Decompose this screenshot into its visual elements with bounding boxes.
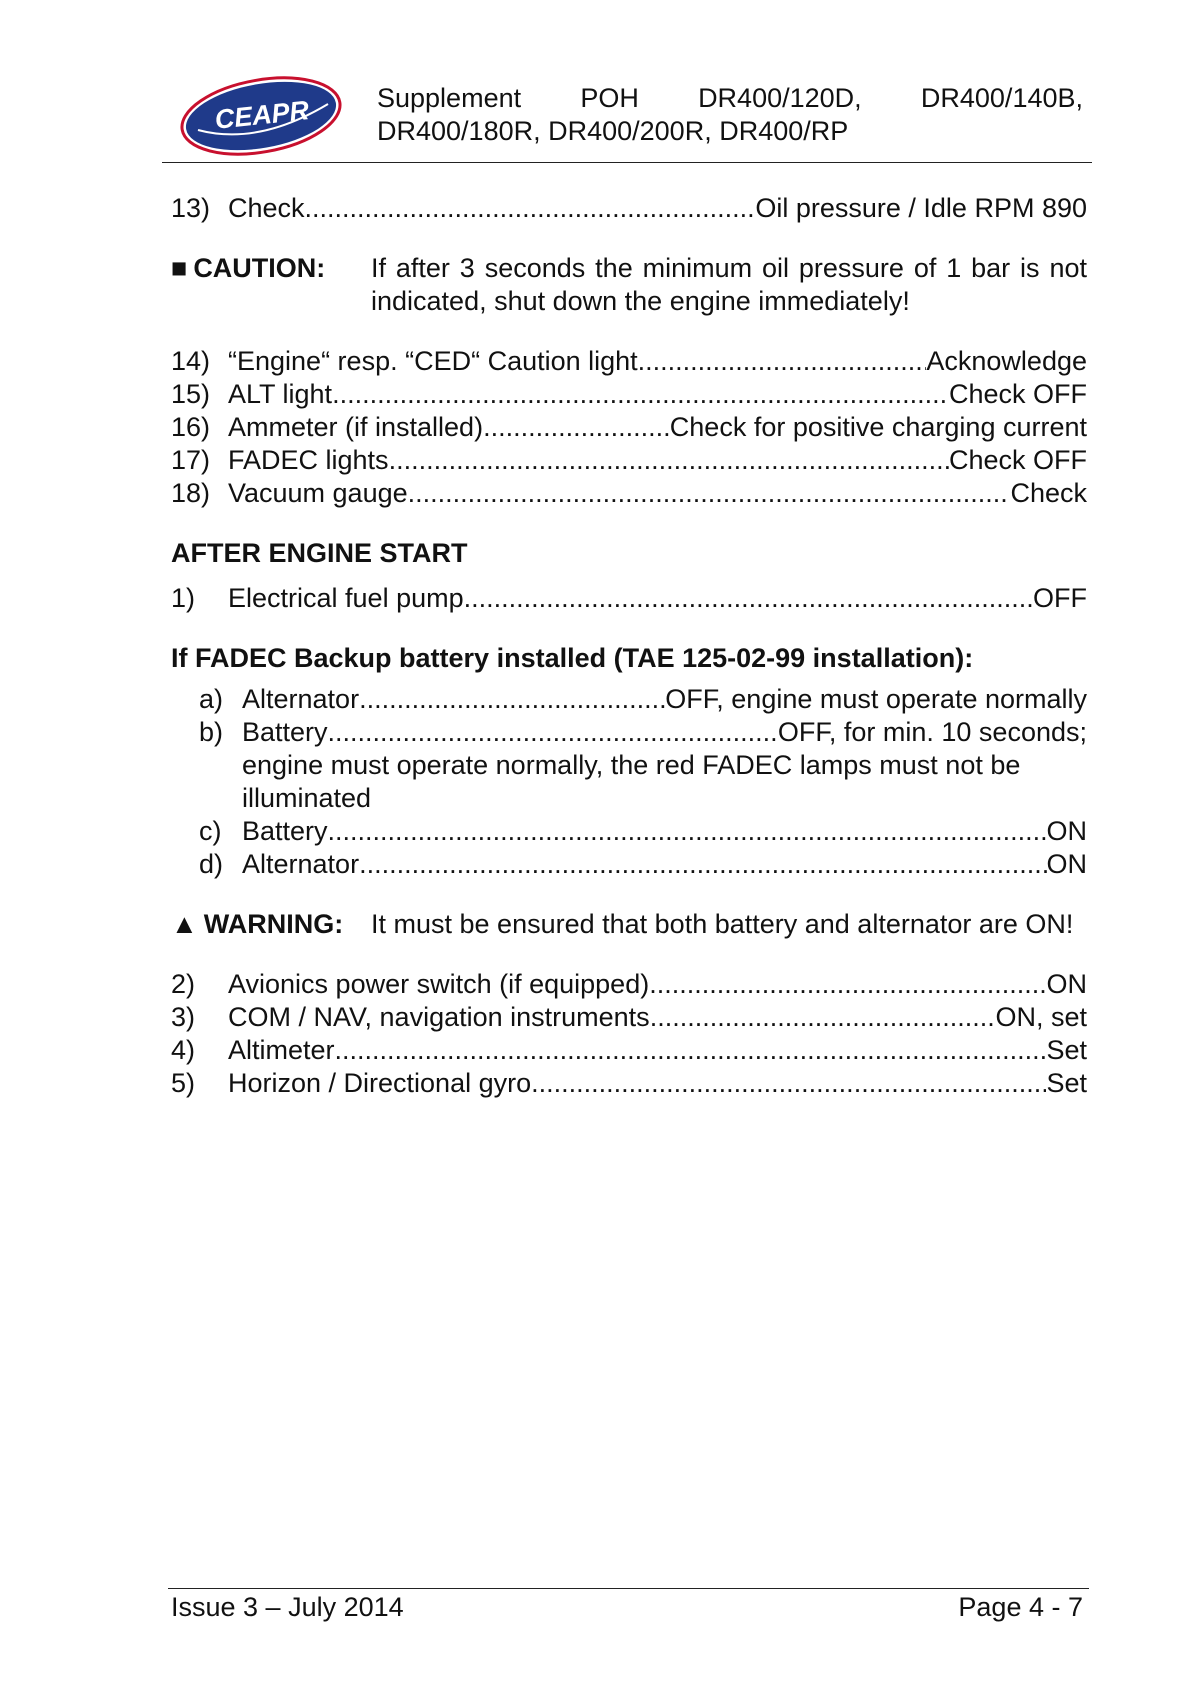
- item-label: Alternator: [242, 849, 360, 879]
- leader-dots: [305, 192, 756, 225]
- item-value: OFF, engine must operate normally: [665, 684, 1087, 714]
- header-word: DR400/120D,: [698, 83, 862, 113]
- header-divider: [162, 162, 1092, 163]
- item-number: 14): [171, 346, 211, 376]
- item-number: 1): [171, 583, 196, 613]
- warning-note: [171, 908, 1087, 941]
- leader-dots: [359, 848, 1046, 881]
- item-number: 17): [171, 445, 211, 475]
- item-number: 5): [171, 1068, 196, 1098]
- page-content: [171, 192, 1087, 1100]
- warning-label: [171, 908, 371, 941]
- caution-label-text: CAUTION:: [193, 253, 326, 283]
- logo-text: CEAPR: [213, 95, 311, 135]
- item-label: COM / NAV, navigation instruments: [228, 1002, 650, 1032]
- item-value: ON: [1046, 849, 1087, 879]
- item-label: FADEC lights: [228, 445, 389, 475]
- item-number: 16): [171, 412, 211, 442]
- footer-divider: [168, 1588, 1089, 1589]
- section-heading-after-engine-start: AFTER ENGINE START: [171, 538, 468, 568]
- item-label: Horizon / Directional gyro: [228, 1068, 532, 1098]
- checklist-item: [171, 192, 1087, 225]
- checklist-item: [171, 1034, 1087, 1067]
- page-footer: [171, 1591, 1083, 1624]
- header-word: DR400/140B,: [920, 83, 1083, 113]
- caution-note: [171, 252, 1087, 318]
- leader-dots: [332, 378, 949, 411]
- item-value: Acknowledge: [926, 346, 1087, 376]
- checklist-item: [171, 378, 1087, 411]
- item-number: 2): [171, 969, 196, 999]
- leader-dots: [408, 477, 1011, 510]
- checklist-item: [171, 411, 1087, 444]
- item-value: Check OFF: [948, 445, 1087, 475]
- item-letter: d): [199, 849, 224, 879]
- caution-text: If after 3 seconds the minimum oil pressure of 1 bar is not indicated, shut down the engine immediately!: [371, 253, 1087, 316]
- checklist-subitem: [199, 815, 1087, 848]
- item-number: 4): [171, 1035, 196, 1065]
- leader-dots: [531, 1067, 1046, 1100]
- header-title-line2: DR400/180R, DR400/200R, DR400/RP: [377, 116, 849, 146]
- checklist-item: [171, 444, 1087, 477]
- page-number: Page 4 - 7: [958, 1592, 1083, 1622]
- item-value: ON: [1046, 969, 1087, 999]
- warning-triangle-icon: ▲: [171, 909, 198, 939]
- item-number: 13): [171, 193, 211, 223]
- checklist-subitem: [199, 848, 1087, 881]
- item-value: Set: [1046, 1068, 1087, 1098]
- ceapr-logo: [178, 76, 344, 156]
- checklist-subitem: [199, 683, 1087, 716]
- caution-label: [171, 252, 371, 285]
- item-label: Avionics power switch (if equipped): [228, 969, 650, 999]
- item-label: Vacuum gauge: [228, 478, 408, 508]
- item-label: Battery: [242, 816, 328, 846]
- item-value: ON, set: [995, 1002, 1087, 1032]
- header-title-line1: [377, 82, 1083, 115]
- leader-dots: [328, 716, 778, 749]
- leader-dots: [335, 1034, 1047, 1067]
- section-heading-fadec-backup: If FADEC Backup battery installed (TAE 125-02-99 installation):: [171, 643, 974, 673]
- item-value: Set: [1046, 1035, 1087, 1065]
- checklist-item: [171, 582, 1087, 615]
- leader-dots: [389, 444, 949, 477]
- header-title: [377, 82, 1083, 148]
- checklist-item: [171, 1067, 1087, 1100]
- fadec-checklist: [199, 683, 1087, 881]
- item-label: Altimeter: [228, 1035, 335, 1065]
- header-word: POH: [580, 83, 639, 113]
- item-label: Electrical fuel pump: [228, 583, 464, 613]
- issue-date: Issue 3 – July 2014: [171, 1592, 404, 1622]
- item-letter: a): [199, 684, 224, 714]
- leader-dots: [649, 968, 1046, 1001]
- item-label: ALT light: [228, 379, 333, 409]
- leader-dots: [650, 1001, 996, 1034]
- item-label: Alternator: [242, 684, 360, 714]
- checklist-item: [171, 477, 1087, 510]
- leader-dots: [328, 815, 1047, 848]
- item-value: ON: [1046, 816, 1087, 846]
- item-value: OFF: [1033, 583, 1087, 613]
- item-label: Check: [228, 193, 305, 223]
- item-value: OFF, for min. 10 seconds;: [777, 717, 1087, 747]
- leader-dots: [638, 345, 927, 378]
- item-label: Ammeter (if installed): [228, 412, 484, 442]
- item-number: 15): [171, 379, 211, 409]
- warning-label-text: WARNING:: [203, 909, 344, 939]
- item-continuation: engine must operate normally, the red FADEC lamps must not be illuminated: [242, 750, 1021, 813]
- item-value: Check for positive charging current: [669, 412, 1087, 442]
- leader-dots: [483, 411, 670, 444]
- item-letter: c): [199, 816, 222, 846]
- item-number: 18): [171, 478, 211, 508]
- warning-text: It must be ensured that both battery and alternator are ON!: [371, 909, 1074, 939]
- leader-dots: [359, 683, 665, 716]
- checklist-item: [171, 345, 1087, 378]
- item-label: “Engine“ resp. “CED“ Caution light: [228, 346, 638, 376]
- checklist-subitem: [199, 716, 1087, 749]
- item-value: Oil pressure / Idle RPM 890: [755, 193, 1087, 223]
- header-word: Supplement: [377, 83, 522, 113]
- item-value: Check: [1010, 478, 1087, 508]
- checklist-item: [171, 1001, 1087, 1034]
- item-number: 3): [171, 1002, 196, 1032]
- item-letter: b): [199, 717, 224, 747]
- item-value: Check OFF: [948, 379, 1087, 409]
- leader-dots: [464, 582, 1033, 615]
- caution-square-icon: ■: [171, 253, 188, 283]
- checklist-item: [171, 968, 1087, 1001]
- item-label: Battery: [242, 717, 328, 747]
